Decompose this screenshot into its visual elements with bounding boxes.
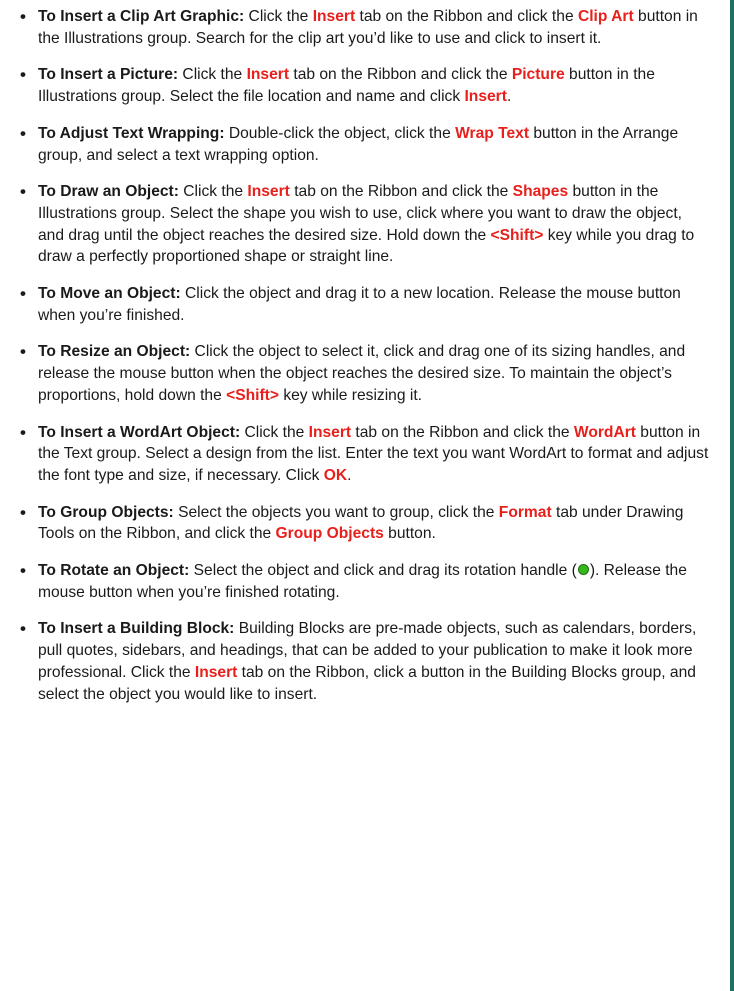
keyword-format: Format [498, 503, 552, 521]
item-title: To Insert a Clip Art Graphic: [38, 8, 245, 25]
item-text: button. [383, 525, 436, 543]
keyword-wordart: WordArt [573, 423, 636, 441]
keyword-insert: Insert [247, 183, 290, 201]
list-item-insert-clip-art [20, 6, 710, 49]
keyword-insert: Insert [246, 66, 290, 84]
list-item-draw-object [20, 181, 710, 268]
item-text: Double-click the object, click the [224, 124, 456, 142]
keyword-insert: Insert [312, 8, 356, 25]
list-item-rotate-object [20, 560, 710, 603]
bullet-icon: • [20, 182, 26, 202]
item-text: tab on the Ribbon and click the [351, 423, 574, 441]
item-text: Click the [244, 8, 313, 25]
list-item-building-block [20, 618, 710, 705]
keyword-insert: Insert [464, 88, 507, 106]
item-text: ). Release the mouse button when you’re finished rotating. [38, 562, 687, 601]
list-item-text-wrapping [20, 123, 710, 166]
list-item-insert-wordart [20, 422, 710, 487]
item-text: Click the [240, 423, 309, 441]
bullet-icon: • [20, 502, 26, 522]
item-text: Click the object and drag it to a new location. Release the mouse button when you’re finished. [38, 285, 681, 324]
list-item-insert-picture [20, 64, 710, 107]
item-text: button in the Illustrations group. Select the file location and name and click [38, 66, 655, 106]
item-text: Select the object and click and drag its rotation handle ( [189, 562, 577, 580]
item-title: To Rotate an Object: [38, 562, 190, 580]
bullet-icon: • [20, 342, 26, 362]
item-text: tab on the Ribbon and click the [289, 183, 513, 201]
item-text: button in the Arrange group, and select a text wrapping option. [38, 124, 679, 164]
item-title: To Move an Object: [38, 285, 181, 303]
keyword-shift: <Shift> [490, 226, 544, 244]
keyword-clip-art: Clip Art [577, 8, 634, 25]
item-title: To Resize an Object: [38, 343, 191, 361]
bullet-icon: • [20, 422, 26, 442]
keyword-group-objects: Group Objects [275, 525, 384, 543]
item-title: To Adjust Text Wrapping: [38, 124, 225, 142]
item-text: key while you drag to draw a perfectly proportioned shape or straight line. [38, 226, 695, 266]
keyword-insert: Insert [308, 423, 352, 441]
item-title: To Draw an Object: [38, 183, 179, 201]
item-text: button in the Illustrations group. Select the shape you wish to use, click where you want to draw the object, and drag until the object reaches the desired size. Hold down the [38, 183, 683, 244]
list-item-resize-object [20, 341, 710, 406]
bullet-icon: • [20, 619, 26, 639]
item-text: tab under Drawing Tools on the Ribbon, and click the [38, 503, 684, 543]
item-text: Select the objects you want to group, click the [173, 503, 499, 521]
item-title: To Insert a WordArt Object: [38, 423, 241, 441]
item-text: . [506, 88, 512, 106]
bullet-icon: • [20, 561, 26, 581]
item-title: To Insert a Building Block: [38, 620, 235, 638]
item-text: Click the [178, 66, 247, 84]
bullet-icon: • [20, 123, 26, 143]
item-text: button in the Illustrations group. Search for the clip art you’d like to use and click to insert it. [38, 8, 698, 47]
keyword-shapes: Shapes [512, 183, 569, 201]
item-text: button in the Text group. Select a design from the list. Enter the text you want WordArt to format and adjust the font type and size, if necessary. Click [38, 423, 709, 484]
item-text: Building Blocks are pre-made objects, such as calendars, borders, pull quotes, sidebars, and headings, that can be added to your publication to make it look more professional. Click the [38, 620, 697, 681]
bullet-icon: • [20, 7, 26, 26]
bullet-icon: • [20, 65, 26, 85]
item-text: tab on the Ribbon and click the [355, 8, 578, 25]
item-text: key while resizing it. [278, 386, 422, 404]
item-text: tab on the Ribbon and click the [289, 66, 512, 84]
keyword-ok: OK [323, 466, 348, 484]
item-text: . [347, 466, 352, 484]
bullet-icon: • [20, 284, 26, 304]
item-title: To Group Objects: [38, 503, 174, 521]
item-title: To Insert a Picture: [38, 66, 179, 84]
item-text: tab on the Ribbon, click a button in the Building Blocks group, and select the object you would like to insert. [38, 663, 696, 703]
keyword-shift: <Shift> [226, 386, 279, 404]
item-text: Click the object to select it, click and drag one of its sizing handles, and release the mouse button when the object reaches the desired size. To maintain the object’s proportions, hold down the [38, 343, 686, 404]
keyword-insert: Insert [194, 663, 238, 681]
keyword-picture: Picture [511, 66, 565, 84]
instruction-list [20, 6, 710, 720]
list-item-move-object [20, 283, 710, 326]
keyword-wrap-text: Wrap Text [455, 124, 530, 142]
rotation-handle-icon [578, 564, 589, 575]
list-item-group-objects [20, 502, 710, 545]
item-text: Click the [178, 183, 248, 201]
page-edge-border [730, 0, 734, 991]
